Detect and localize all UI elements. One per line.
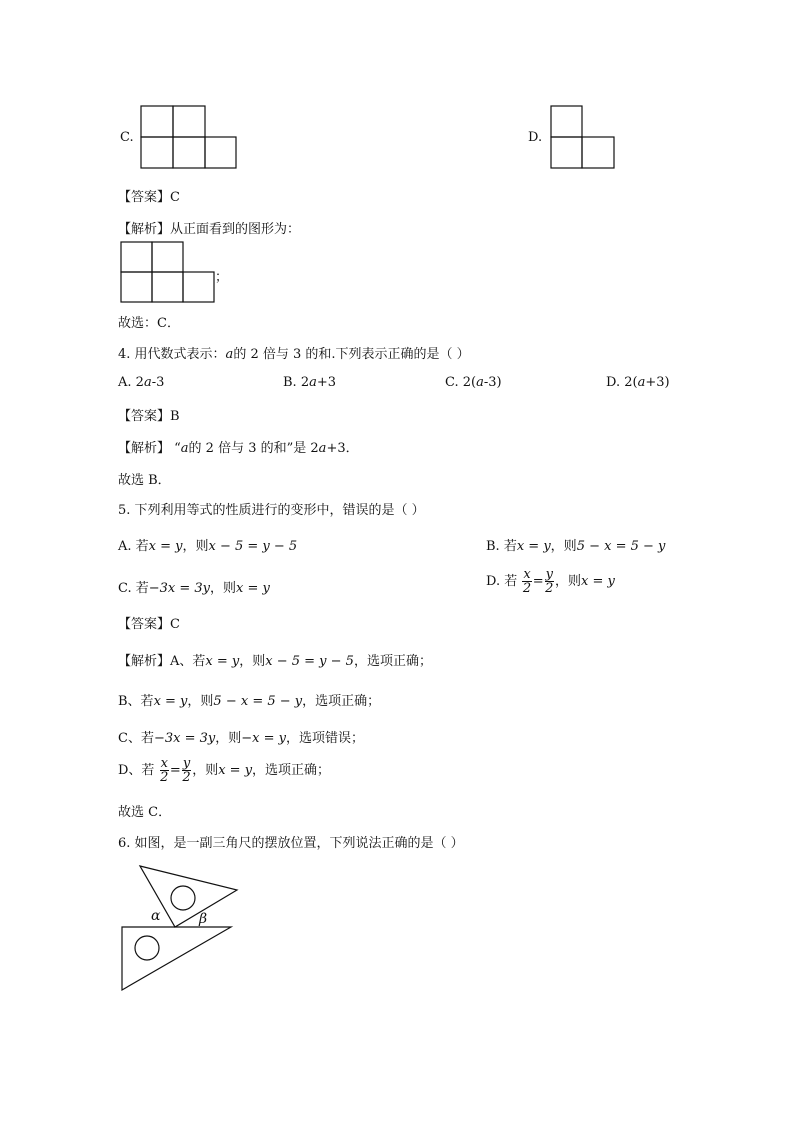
lower-triangle-ruler bbox=[122, 927, 231, 990]
q5-analysis-b: B、若x = y，则5 − x = 5 − y，选项正确； bbox=[118, 694, 381, 709]
q4-option-d: D. 2(a+3) bbox=[606, 375, 670, 390]
q3-analysis: 【解析】从正面看到的图形为： bbox=[118, 222, 301, 237]
q5-stem: 5. 下列利用等式的性质进行的变形中，错误的是（ ） bbox=[118, 503, 425, 518]
q4-conclusion: 故选 B． bbox=[118, 473, 171, 488]
q5-analysis-c: C、若−3x = 3y，则−x = y，选项错误； bbox=[118, 731, 364, 746]
upper-ruler-hole bbox=[171, 886, 195, 910]
fraction: $\frac{x}{2}$ bbox=[160, 756, 169, 785]
beta-label: β bbox=[199, 911, 208, 927]
q5-analysis-d: D、若 $\frac{x}{2}$ = $\frac{y}{2}$ ，则x = y，选项正确； bbox=[118, 756, 331, 785]
q5-option-b: B. 若x = y，则5 − x = 5 − y bbox=[486, 539, 666, 554]
option-d-label: D. bbox=[528, 130, 543, 145]
alpha-label: α bbox=[151, 908, 161, 924]
fraction: $\frac{y}{2}$ bbox=[545, 567, 554, 596]
q5-option-a: A. 若x = y，则x − 5 = y − 5 bbox=[118, 539, 298, 554]
q4-option-c: C. 2(a-3) bbox=[445, 375, 502, 390]
q5-option-d: D. 若 $\frac{x}{2}$ = $\frac{y}{2}$ ，则x = y bbox=[486, 567, 615, 596]
lower-ruler-hole bbox=[135, 936, 159, 960]
option-c-label: C. bbox=[120, 130, 134, 145]
figure-suffix: ； bbox=[215, 270, 229, 285]
q5-option-c: C. 若−3x = 3y，则x = y bbox=[118, 581, 270, 596]
q4-stem: 4. 用代数式表示：a的 2 倍与 3 的和.下列表示正确的是（ ） bbox=[118, 347, 470, 362]
q5-answer: 【答案】C bbox=[118, 617, 180, 632]
q6-stem: 6. 如图，是一副三角尺的摆放位置，下列说法正确的是（ ） bbox=[118, 836, 464, 851]
q3-answer: 【答案】C bbox=[118, 190, 180, 205]
q4-option-b: B. 2a+3 bbox=[283, 375, 337, 390]
q5-conclusion: 故选 C． bbox=[118, 805, 172, 820]
q4-option-a: A. 2a-3 bbox=[118, 375, 165, 390]
q4-answer: 【答案】B bbox=[118, 409, 180, 424]
fraction: $\frac{y}{2}$ bbox=[182, 756, 191, 785]
q4-analysis: 【解析】 “a的 2 倍与 3 的和”是 2a+3． bbox=[118, 441, 359, 456]
fraction: $\frac{x}{2}$ bbox=[522, 567, 532, 596]
q3-conclusion: 故选：C． bbox=[118, 316, 180, 331]
q5-analysis-a: 【解析】A、若x = y，则x − 5 = y − 5，选项正确； bbox=[118, 654, 432, 669]
